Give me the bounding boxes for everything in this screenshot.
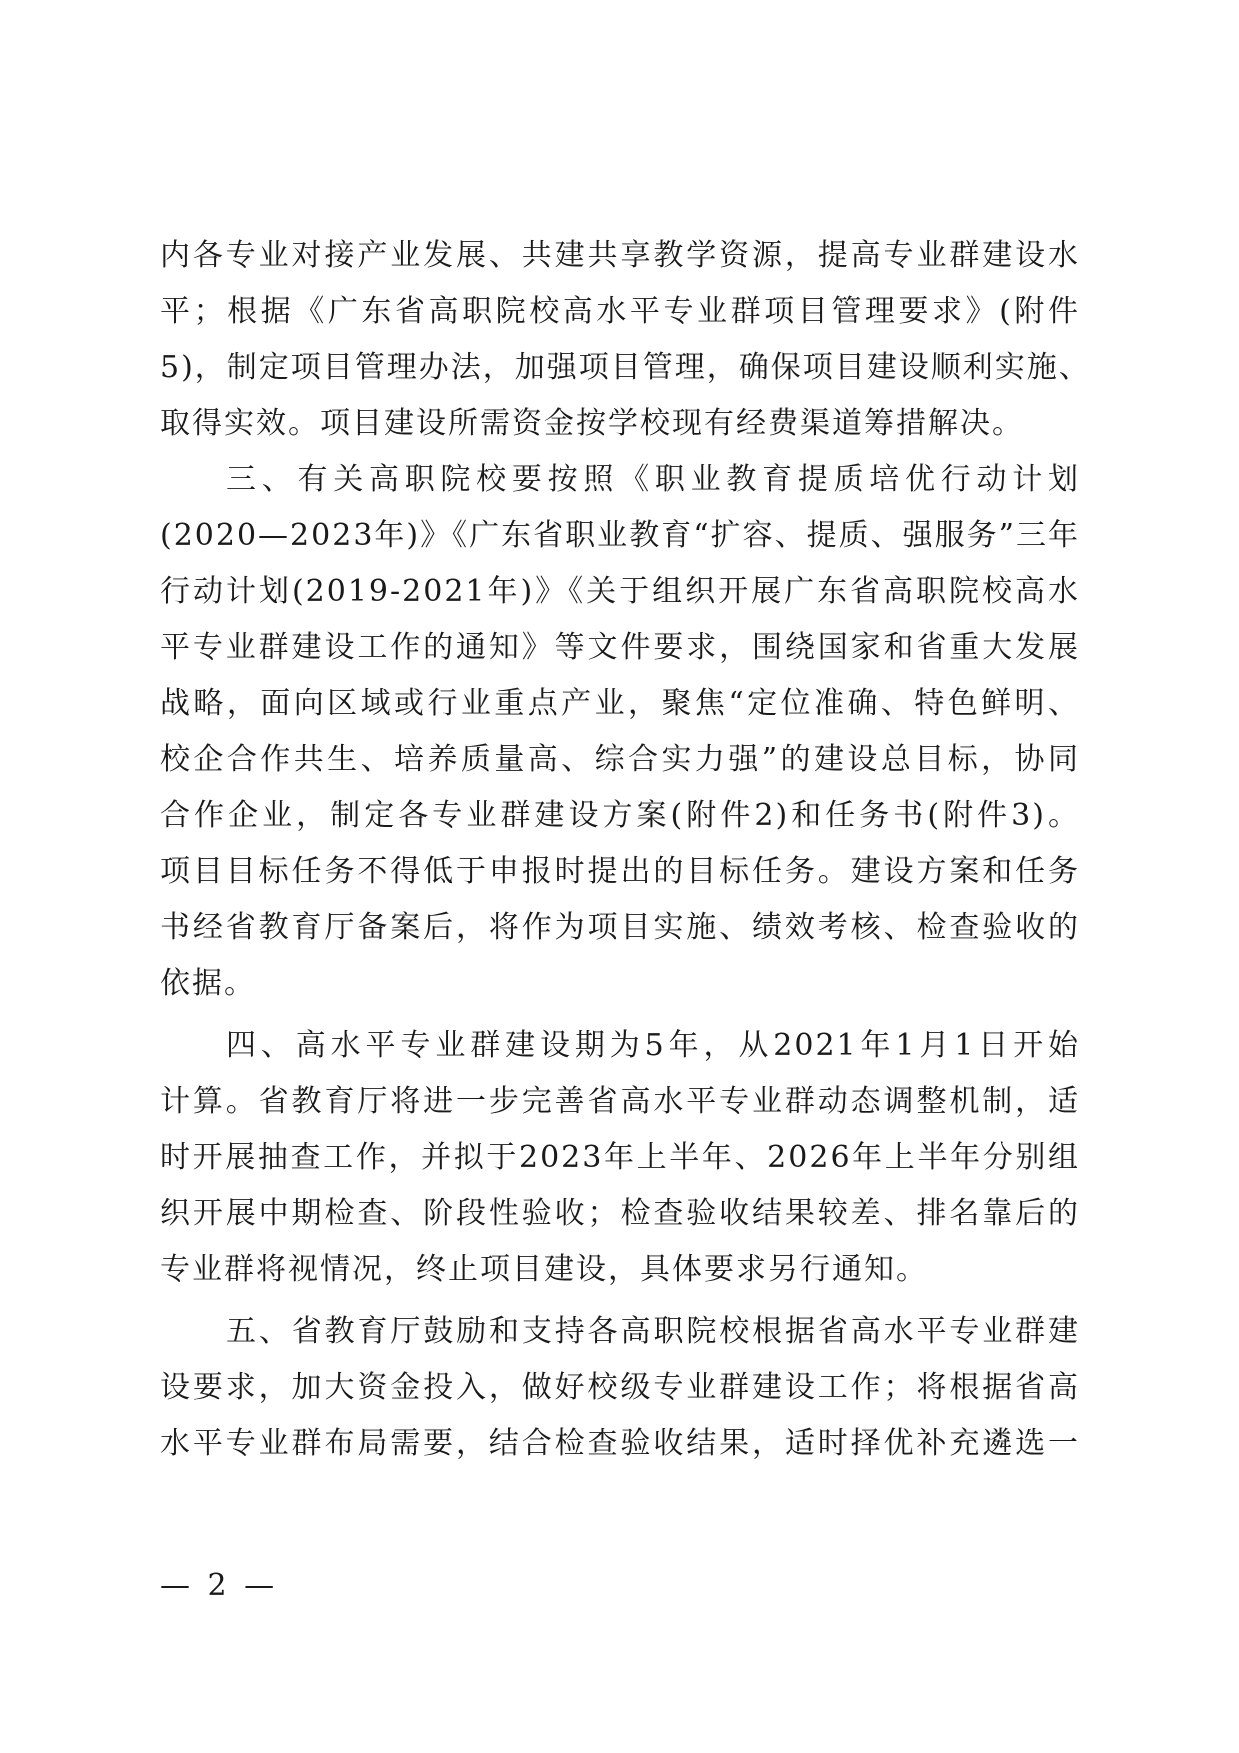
- text-line-13: 书经省教育厅备案后，将作为项目实施、绩效考核、检查验收的: [160, 910, 1080, 945]
- text-line-12: 项目目标任务不得低于申报时提出的目标任务。建设方案和任务: [160, 854, 1080, 889]
- text-line-19: 专业群将视情况，终止项目建设，具体要求另行通知。: [160, 1252, 928, 1287]
- text-line-10: 校企合作共生、培养质量高、综合实力强”的建设总目标，协同: [160, 742, 1080, 777]
- text-line-4: 取得实效。项目建设所需资金按学校现有经费渠道筹措解决。: [160, 406, 1024, 441]
- paragraph-5-start: 五、省教育厅鼓励和支持各高职院校根据省高水平专业群建: [226, 1314, 1080, 1349]
- text-line-8: 平专业群建设工作的通知》等文件要求，围绕国家和省重大发展: [160, 630, 1080, 665]
- page-number: — 2 —: [160, 1568, 279, 1603]
- text-line-11: 合作企业，制定各专业群建设方案(附件2)和任务书(附件3)。: [160, 798, 1080, 833]
- text-line-17: 时开展抽查工作，并拟于2023年上半年、2026年上半年分别组: [160, 1140, 1080, 1175]
- text-line-9: 战略，面向区域或行业重点产业，聚焦“定位准确、特色鲜明、: [160, 686, 1080, 721]
- text-line-21: 设要求，加大资金投入，做好校级专业群建设工作；将根据省高: [160, 1370, 1080, 1405]
- text-line-18: 织开展中期检查、阶段性验收；检查验收结果较差、排名靠后的: [160, 1196, 1080, 1231]
- text-line-1: 内各专业对接产业发展、共建共享教学资源，提高专业群建设水: [160, 238, 1080, 273]
- text-line-2: 平；根据《广东省高职院校高水平专业群项目管理要求》(附件: [160, 294, 1080, 329]
- text-line-14: 依据。: [160, 966, 256, 1001]
- paragraph-3-start: 三、有关高职院校要按照《职业教育提质培优行动计划: [226, 462, 1080, 497]
- paragraph-4-start: 四、高水平专业群建设期为5年，从2021年1月1日开始: [226, 1028, 1080, 1063]
- text-line-16: 计算。省教育厅将进一步完善省高水平专业群动态调整机制，适: [160, 1084, 1080, 1119]
- text-line-3: 5)，制定项目管理办法，加强项目管理，确保项目建设顺利实施、: [160, 350, 1091, 385]
- text-line-22: 水平专业群布局需要，结合检查验收结果，适时择优补充遴选一: [160, 1426, 1080, 1461]
- text-line-6: (2020—2023年)》《广东省职业教育“扩容、提质、强服务”三年: [160, 518, 1080, 553]
- text-line-7: 行动计划(2019-2021年)》《关于组织开展广东省高职院校高水: [160, 574, 1080, 609]
